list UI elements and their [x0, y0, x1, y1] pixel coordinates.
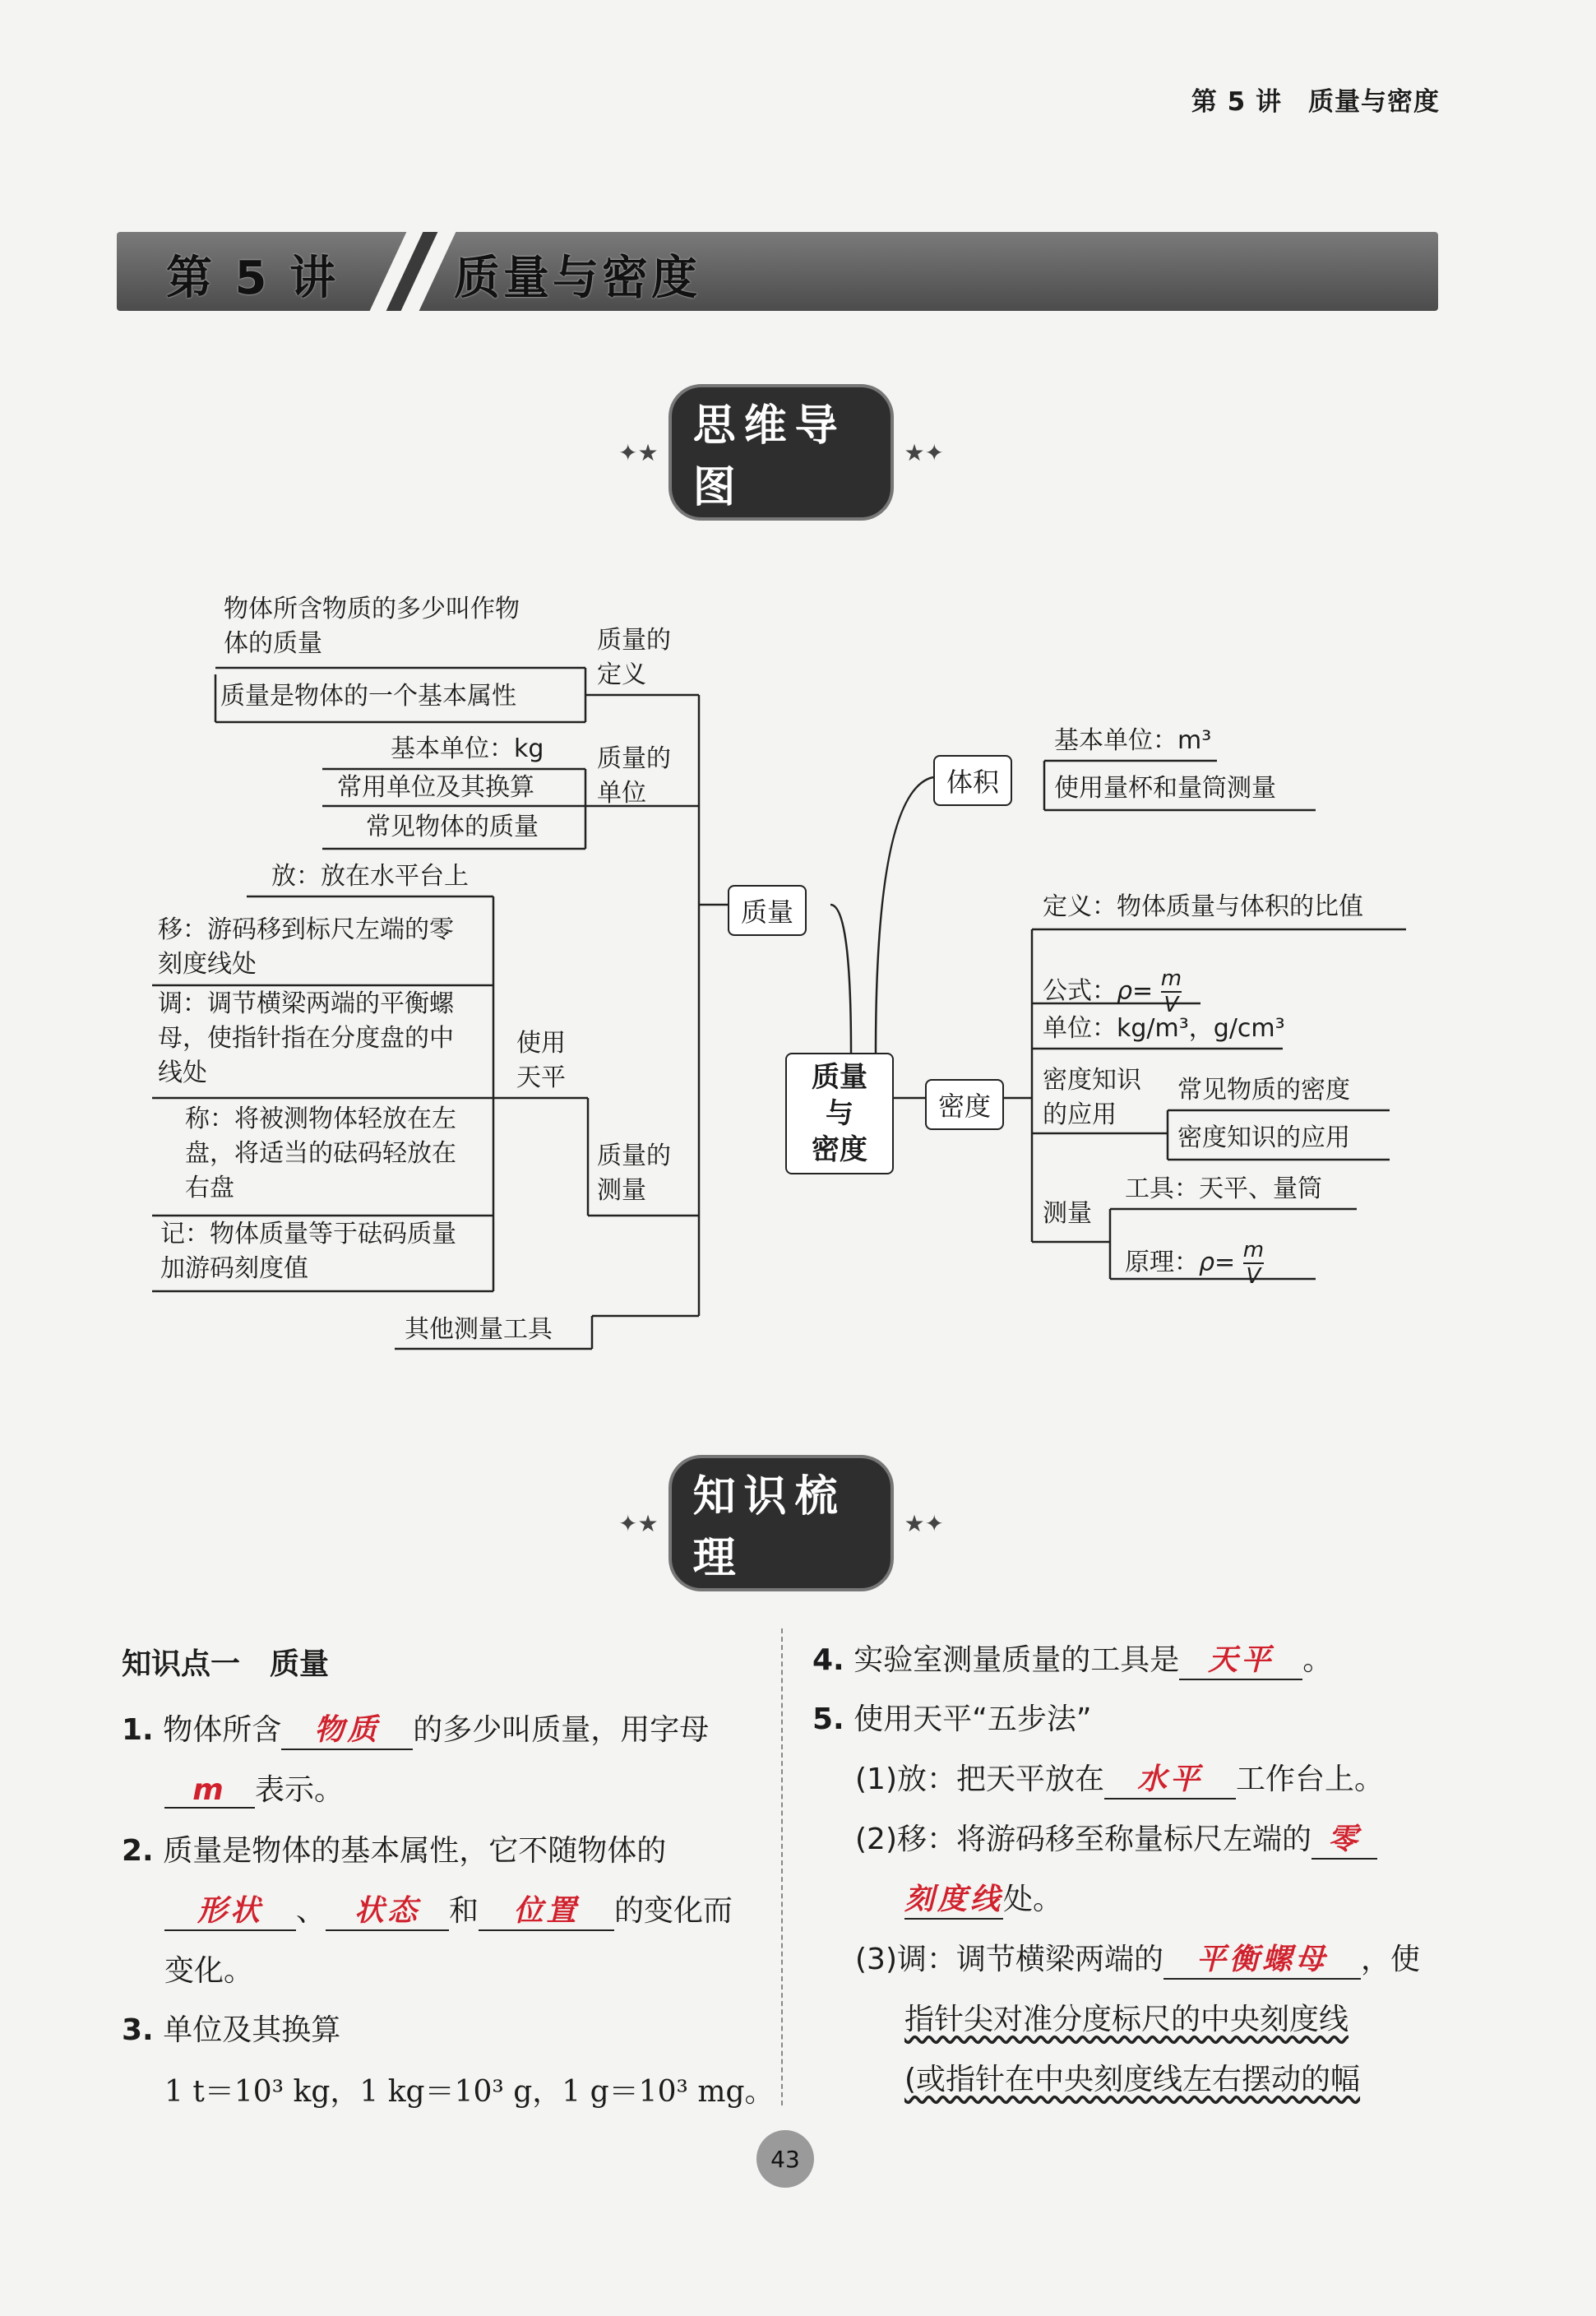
- mindmap-section-title: ✦★ 思维导图 ★✦: [608, 419, 954, 485]
- step-adjust-line3: (或指针在中央刻度线左右摆动的幅: [904, 2063, 1361, 2096]
- density-app-label: 密度知识 的应用: [1043, 1066, 1141, 1129]
- center-node: 质量与 密度: [785, 1053, 894, 1174]
- mass-unit-item-1: 基本单位：kg: [391, 734, 544, 763]
- question-5: 5. 使用天平“五步法”: [812, 1702, 1092, 1736]
- column-divider: [781, 1628, 783, 2105]
- star-icon: ★✦: [904, 1509, 944, 1537]
- density-unit: 单位：kg/m³，g/cm³: [1043, 1014, 1285, 1043]
- question-1: 1. 物体所含 物质 的多少叫质量，用字母: [122, 1707, 709, 1750]
- star-icon: ✦★: [618, 438, 659, 466]
- question-2-line3: 变化。: [164, 1954, 254, 1988]
- mass-def-item-2: 质量是物体的一个基本属性: [220, 682, 516, 711]
- question-1-line2: m 表示。: [164, 1767, 344, 1809]
- density-app-item-1: 常见物质的密度: [1177, 1076, 1350, 1105]
- density-definition: 定义：物体质量与体积的比值: [1043, 892, 1363, 921]
- lecture-title: 质量与密度: [454, 252, 701, 305]
- measure-principle: 原理：ρ= $\frac{m}{V}$: [1125, 1238, 1265, 1289]
- step-adjust: (3)调：调节横梁两端的 平衡螺母 ，使: [855, 1936, 1420, 1980]
- step-adjust-line2: 指针尖对准分度标尺的中央刻度线: [904, 2003, 1349, 2036]
- mass-unit-item-2: 常用单位及其换算: [337, 773, 534, 802]
- balance-step-3: 调：调节横梁两端的平衡螺 母，使指针指在分度盘的中 线处: [158, 989, 454, 1087]
- other-tools-label: 其他测量工具: [405, 1315, 553, 1344]
- step-move: (2)移：将游码移至称量标尺左端的 零: [855, 1816, 1377, 1860]
- balance-step-4: 称：将被测物体轻放在左 盘，将适当的砝码轻放在 右盘: [185, 1105, 456, 1202]
- measure-label: 测量: [1043, 1199, 1092, 1228]
- question-2-line2: 形状 、 状态 和 位置 的变化而: [164, 1888, 733, 1931]
- mass-def-item-1: 物体所含物质的多少叫作物 体的质量: [224, 595, 520, 658]
- mass-measure-label: 质量的 测量: [597, 1142, 671, 1205]
- question-2: 2. 质量是物体的基本属性，它不随物体的: [122, 1834, 667, 1868]
- volume-unit: 基本单位：m³: [1054, 726, 1212, 755]
- question-4: 4. 实验室测量质量的工具是 天平 。: [812, 1637, 1332, 1680]
- mass-unit-label: 质量的 单位: [597, 744, 671, 808]
- mass-node: 质量: [728, 885, 807, 936]
- density-node: 密度: [925, 1079, 1004, 1130]
- volume-measure: 使用量杯和量筒测量: [1054, 774, 1276, 803]
- step-move-line2: 刻度线处。: [904, 1876, 1062, 1920]
- question-3: 3. 单位及其换算: [122, 2013, 341, 2047]
- balance-step-5: 记：物体质量等于砝码质量 加游码刻度值: [160, 1220, 456, 1283]
- knowledge-section-title: ✦★ 知识梳理 ★✦: [608, 1490, 954, 1556]
- kp1-heading: 知识点一 质量: [122, 1647, 330, 1681]
- mass-def-label: 质量的 定义: [597, 626, 671, 689]
- balance-step-2: 移：游码移到标尺左端的零 刻度线处: [158, 915, 454, 979]
- density-formula: 公式：ρ= $\frac{m}{V}$: [1043, 966, 1182, 1017]
- unit-conversion: 1 t＝10³ kg，1 kg＝10³ g，1 g＝10³ mg。: [164, 2075, 775, 2109]
- mass-unit-item-3: 常见物体的质量: [366, 813, 539, 841]
- volume-node: 体积: [933, 755, 1012, 806]
- step-place: (1)放：把天平放在 水平 工作台上。: [855, 1756, 1384, 1800]
- star-icon: ✦★: [618, 1509, 659, 1537]
- lecture-number: 第 5 讲: [166, 252, 339, 305]
- balance-step-1: 放：放在水平台上: [271, 862, 469, 891]
- measure-tool: 工具：天平、量筒: [1125, 1174, 1322, 1203]
- star-icon: ★✦: [904, 438, 944, 466]
- density-app-item-2: 密度知识的应用: [1177, 1123, 1350, 1152]
- page-number: 43: [756, 2130, 814, 2188]
- use-balance-label: 使用 天平: [516, 1029, 566, 1092]
- running-header: 第 5 讲 质量与密度: [1191, 87, 1440, 117]
